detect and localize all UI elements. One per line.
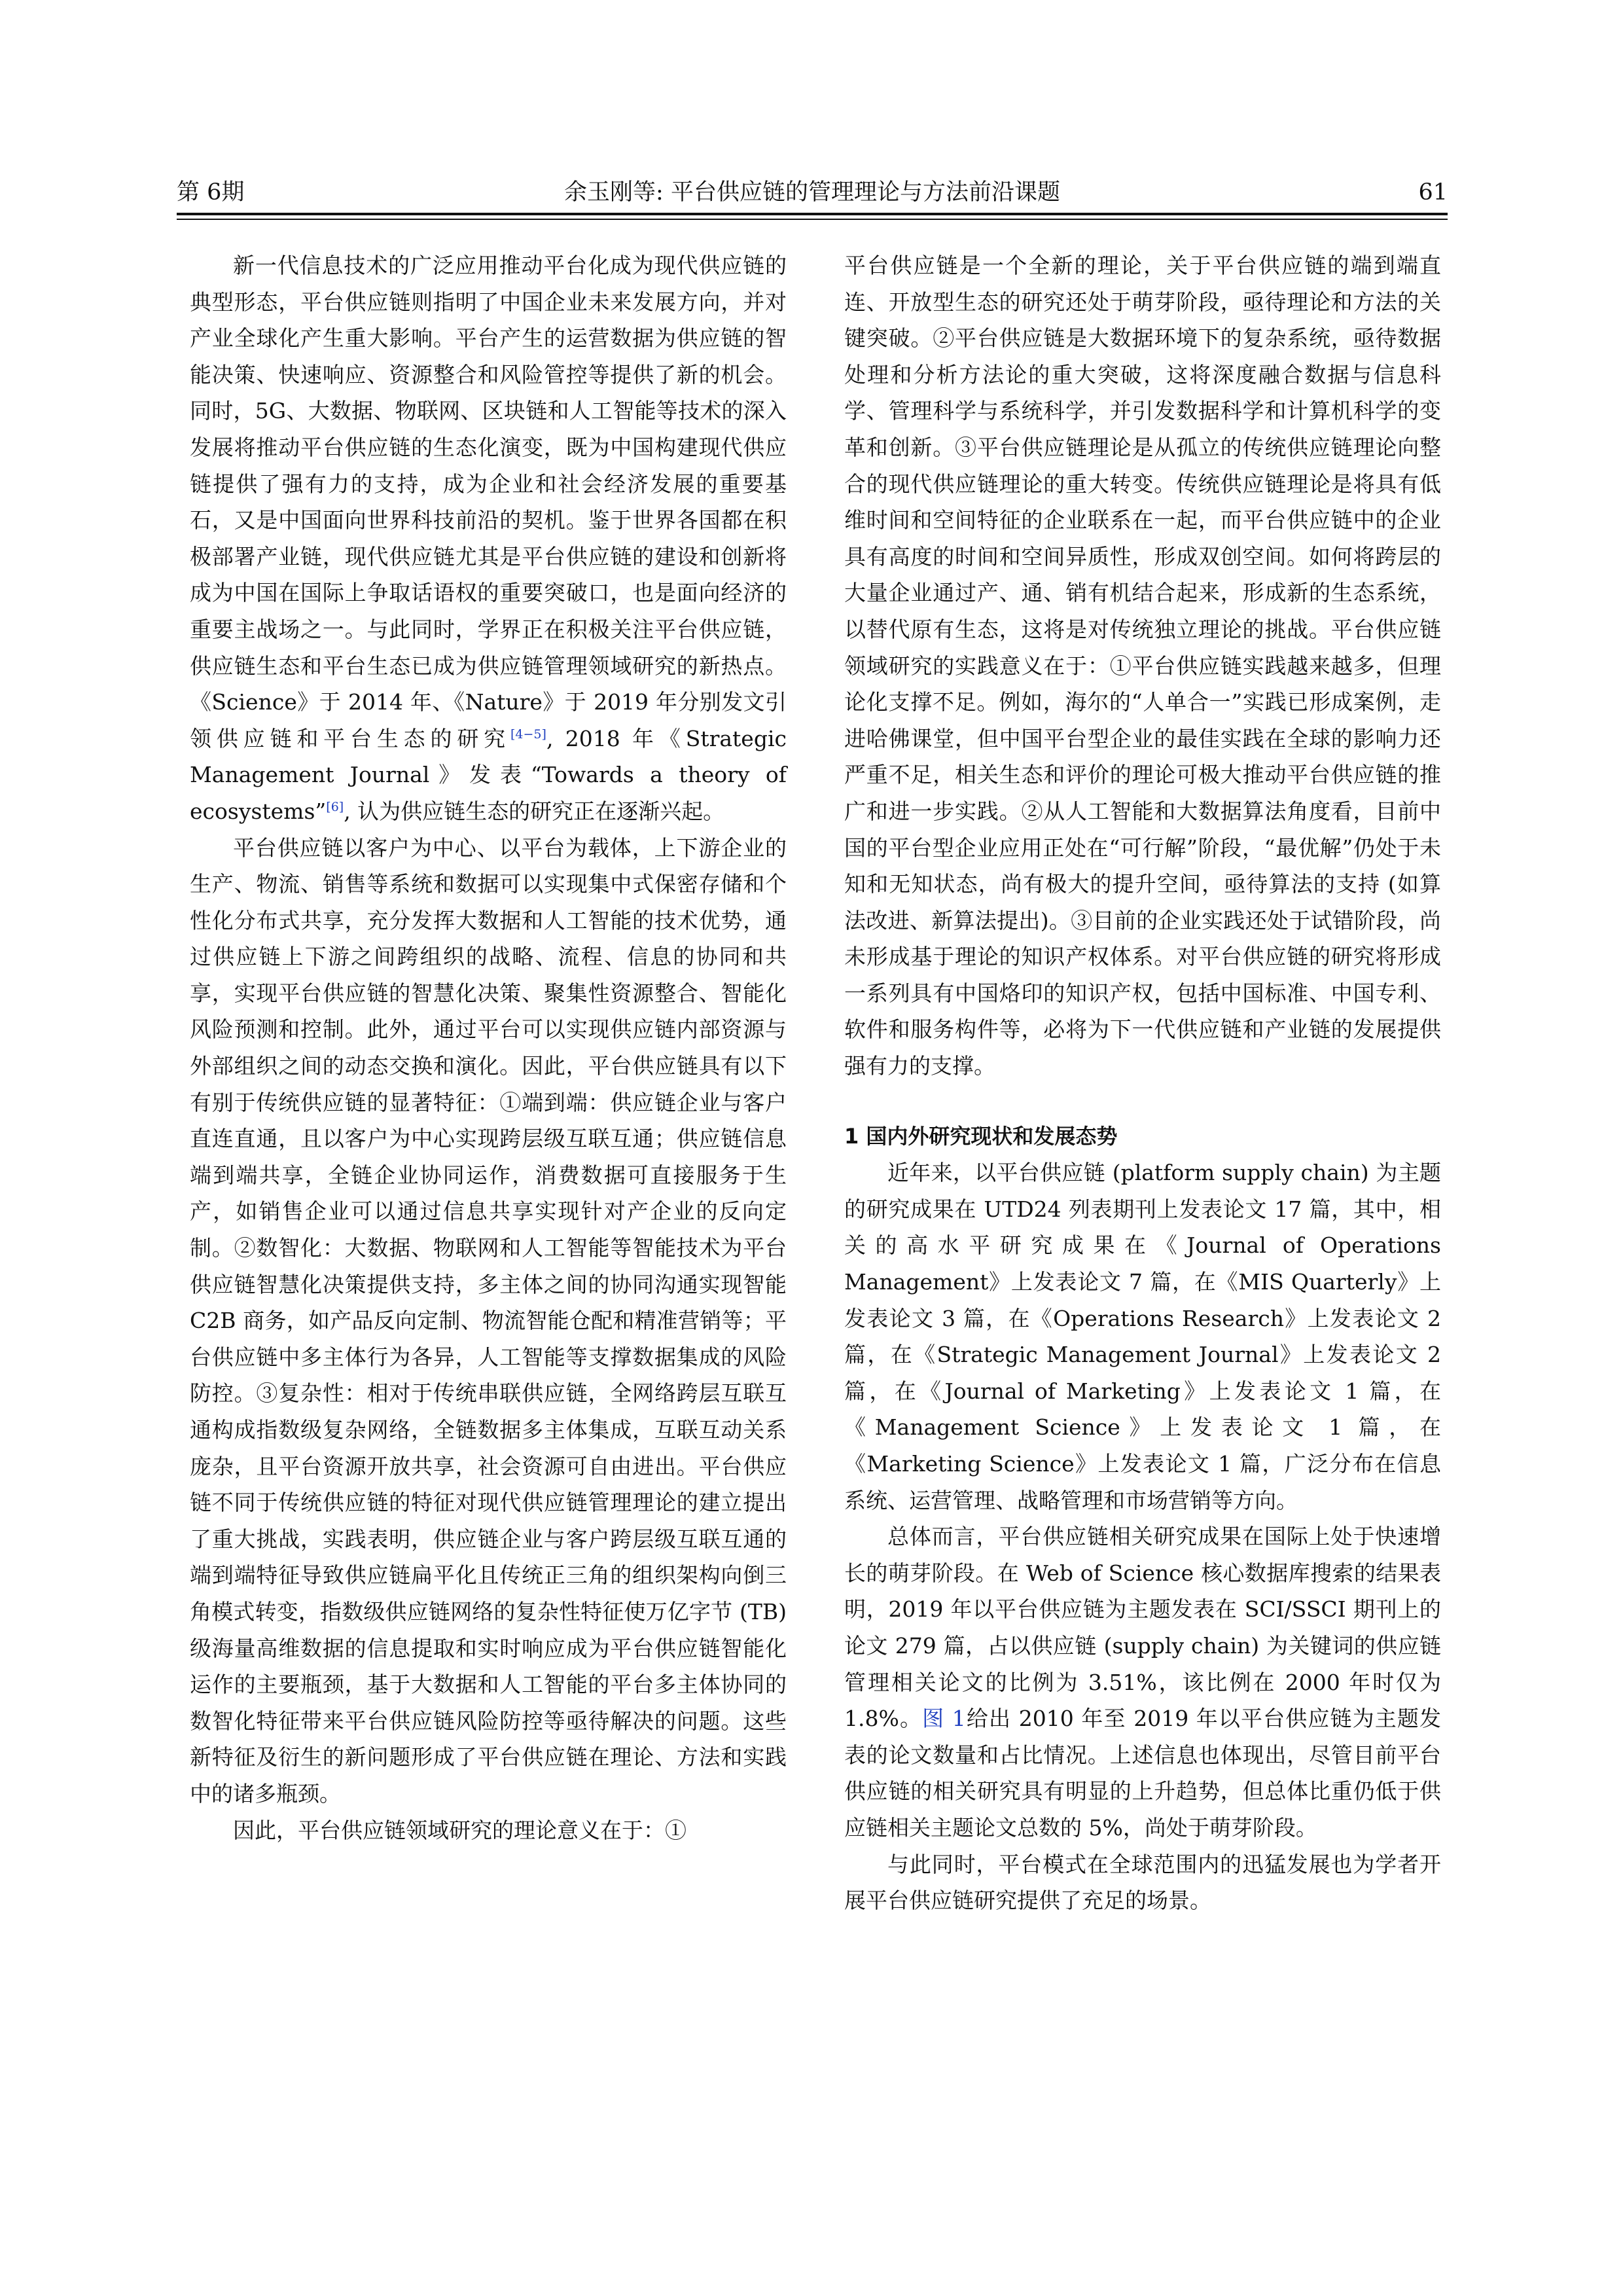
right-column <box>844 247 1441 1919</box>
paragraph-introduction <box>190 247 787 830</box>
paragraph-text: 给出 2010 年至 2019 年以平台供应链为主题发表的论文数量和占比情况。上述信息也体现出，尽管目前平台供应链的相关研究具有明显的上升趋势，但总体比重仍低于供应链相关主题论文总数的 5%，尚处于萌芽阶段。 <box>844 1706 1441 1840</box>
section-heading: 1 国内外研究现状和发展态势 <box>844 1123 1118 1149</box>
issue-number: 第 6期 <box>177 179 245 206</box>
paragraph-research-trend <box>844 1518 1441 1846</box>
header-rule-thick <box>177 213 1448 215</box>
citation-4-5[interactable]: [4−5] <box>510 726 546 742</box>
paragraph-text: , 2018 年《Strategic Management Journal》发表“Towards a theory of ecosystems” <box>190 725 787 824</box>
page-number: 61 <box>1418 179 1448 206</box>
left-column <box>190 247 787 1848</box>
paragraph-text: 总体而言，平台供应链相关研究成果在国际上处于快速增长的萌芽阶段。在 Web of Science 核心数据库搜索的结果表明，2019 年以平台供应链为主题发表在 SCI/SSCI 期刊上的论文 279 篇，占以供应链 (supply chain) 为关键词的供应链管理相关论文的比例为 3.51%，该比例在 2000 年时仅为 1.8%。 <box>844 1524 1441 1732</box>
paragraph-platform-scenarios: 与此同时，平台模式在全球范围内的迅猛发展也为学者开展平台供应链研究提供了充足的场景。 <box>844 1851 1441 1914</box>
citation-6[interactable]: [6] <box>326 799 344 814</box>
paragraph-significance-continued: 平台供应链是一个全新的理论，关于平台供应链的端到端直连、开放型生态的研究还处于萌芽阶段，亟待理论和方法的关键突破。②平台供应链是大数据环境下的复杂系统，亟待数据处理和分析方法论的重大突破，这将深度融合数据与信息科学、管理科学与系统科学，并引发数据科学和计算机科学的变革和创新。③平台供应链理论是从孤立的传统供应链理论向整合的现代供应链理论的重大转变。传统供应链理论是将具有低维时间和空间特征的企业联系在一起，而平台供应链中的企业具有高度的时间和空间异质性，形成双创空间。如何将跨层的大量企业通过产、通、销有机结合起来，形成新的生态系统，以替代原有生态，这将是对传统独立理论的挑战。平台供应链领域研究的实践意义在于：①平台供应链实践越来越多，但理论化支撑不足。例如，海尔的“人单合一”实践已形成案例，走进哈佛课堂，但中国平台型企业的最佳实践在全球的影响力还严重不足，相关生态和评价的理论可极大推动平台供应链的推广和进一步实践。②从人工智能和大数据算法角度看，目前中国的平台型企业应用正处在“可行解”阶段，“最优解”仍处于未知和无知状态，尚有极大的提升空间，亟待算法的支持 (如算法改进、新算法提出)。③目前的企业实践还处于试错阶段，尚未形成基于理论的知识产权体系。对平台供应链的研究将形成一系列具有中国烙印的知识产权，包括中国标准、中国专利、软件和服务构件等，必将为下一代供应链和产业链的发展提供强有力的支撑。 <box>844 253 1441 1079</box>
paragraph-text: 新一代信息技术的广泛应用推动平台化成为现代供应链的典型形态，平台供应链则指明了中国企业未来发展方向，并对产业全球化产生重大影响。平台产生的运营数据为供应链的智能决策、快速响应、资源整合和风险管控等提供了新的机会。同时，5G、大数据、物联网、区块链和人工智能等技术的深入发展将推动平台供应链的生态化演变，既为中国构建现代供应链提供了强有力的支持，成为企业和社会经济发展的重要基石，又是中国面向世界科技前沿的契机。鉴于世界各国都在积极部署产业链，现代供应链尤其是平台供应链的建设和创新将成为中国在国际上争取话语权的重要突破口，也是面向经济的重要主战场之一。与此同时，学界正在积极关注平台供应链，供应链生态和平台生态已成为供应链管理领域研究的新热点。《Science》于 2014 年、《Nature》于 2019 年分别发文引领供应链和平台生态的研究 <box>190 253 787 751</box>
paragraph-theoretical-significance: 因此，平台供应链领域研究的理论意义在于：① <box>233 1817 687 1843</box>
paragraph-utd24-publications: 近年来，以平台供应链 (platform supply chain) 为主题的研究成果在 UTD24 列表期刊上发表论文 17 篇，其中，相关的高水平研究成果在《Journal of Operations Management》上发表论文 7 篇，在《MIS Quarterly》上发表论文 3 篇，在《Operations Research》上发表论文 2 篇，在《Strategic Management Journal》上发表论文 2 篇，在《Journal of Marketing》上发表论文 1 篇，在《Management Science》上发表论文 1 篇，在《Marketing Science》上发表论文 1 篇，广泛分布在信息系统、运营管理、战略管理和市场营销等方向。 <box>844 1160 1441 1513</box>
paragraph-text: , 认为供应链生态的研究正在逐渐兴起。 <box>344 798 725 824</box>
running-title: 余玉刚等: 平台供应链的管理理论与方法前沿课题 <box>564 179 1060 206</box>
paragraph-platform-features: 平台供应链以客户为中心、以平台为载体，上下游企业的生产、物流、销售等系统和数据可以实现集中式保密存储和个性化分布式共享，充分发挥大数据和人工智能的技术优势，通过供应链上下游之间跨组织的战略、流程、信息的协同和共享，实现平台供应链的智慧化决策、聚集性资源整合、智能化风险预测和控制。此外，通过平台可以实现供应链内部资源与外部组织之间的动态交换和演化。因此，平台供应链具有以下有别于传统供应链的显著特征：①端到端：供应链企业与客户直连直通，且以客户为中心实现跨层级互联互通；供应链信息端到端共享，全链企业协同运作，消费数据可直接服务于生产，如销售企业可以通过信息共享实现针对产企业的反向定制。②数智化：大数据、物联网和人工智能等智能技术为平台供应链智慧化决策提供支持，多主体之间的协同沟通实现智能 C2B 商务，如产品反向定制、物流智能仓配和精准营销等；平台供应链中多主体行为各异，人工智能等支撑数据集成的风险防控。③复杂性：相对于传统串联供应链，全网络跨层互联互通构成指数级复杂网络，全链数据多主体集成，互联互动关系庞杂，且平台资源开放共享，社会资源可自由进出。平台供应链不同于传统供应链的特征对现代供应链管理理论的建立提出了重大挑战，实践表明，供应链企业与客户跨层级互联互通的端到端特征导致供应链扁平化且传统正三角的组织架构向倒三角模式转变，指数级供应链网络的复杂性特征使万亿字节 (TB) 级海量高维数据的信息提取和实时响应成为平台供应链智能化运作的主要瓶颈，基于大数据和人工智能的平台多主体协同的数智化特征带来平台供应链风险防控等亟待解决的问题。这些新特征及衍生的新问题形成了平台供应链在理论、方法和实践中的诸多瓶颈。 <box>190 834 787 1806</box>
figure-1-link[interactable]: 图 1 <box>922 1706 966 1732</box>
page-header <box>177 175 1448 209</box>
header-rule-thin <box>177 219 1448 220</box>
